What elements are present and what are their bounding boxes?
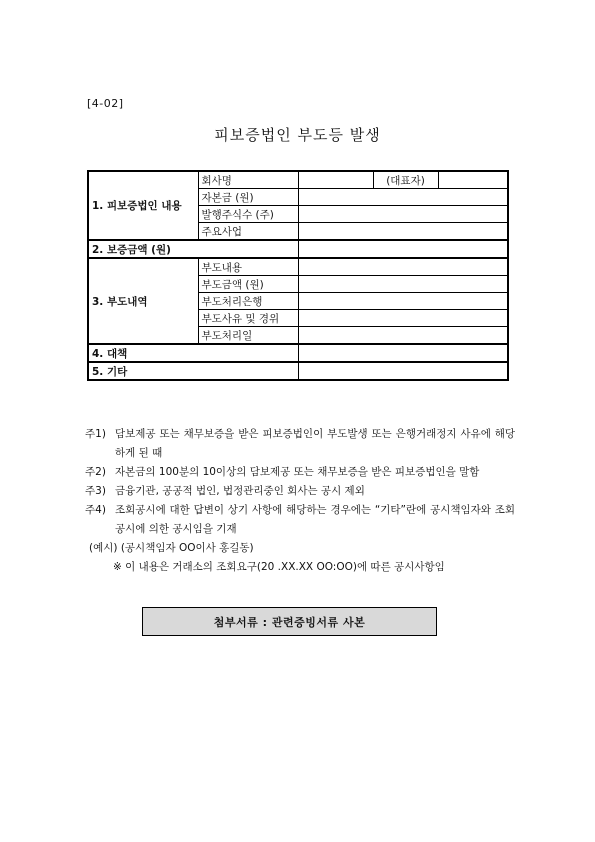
table-row [88, 344, 508, 362]
guarantee-amount-value [298, 240, 508, 258]
footnote-number: 주4) [85, 504, 106, 516]
page-title: 피보증법인 부도등 발생 [214, 126, 381, 144]
footnote-number: 주2) [85, 466, 106, 478]
footnote-4 [85, 501, 515, 539]
footnote-text: 담보제공 또는 채무보증을 받은 피보증법인이 부도발생 또는 은행거래정지 사유에 해당하게 된 때 [115, 428, 515, 459]
footnote-3 [85, 482, 515, 501]
footnote-number: 주1) [85, 428, 106, 440]
shares-issued-value [298, 206, 508, 223]
section-2-label: 2. 보증금액 (원) [88, 240, 298, 258]
disclosure-form-table [87, 170, 509, 381]
document-code: [4-02] [87, 97, 124, 110]
capital-value [298, 189, 508, 206]
footnote-text: 금융기관, 공공적 법인, 법정관리중인 회사는 공시 제외 [115, 485, 365, 497]
section-3-label: 3. 부도내역 [88, 258, 198, 344]
table-row [88, 258, 508, 276]
section-4-label: 4. 대책 [88, 344, 298, 362]
example-line: (예시) (공시책임자 OO이사 홍길동) [89, 542, 254, 554]
countermeasure-value [298, 344, 508, 362]
representative-label: (대표자) [373, 171, 438, 189]
section-5-label: 5. 기타 [88, 362, 298, 380]
other-value [298, 362, 508, 380]
field-label-capital: 자본금 (원) [198, 189, 298, 206]
reference-note: ※ 이 내용은 거래소의 조회요구(20 .XX.XX OO:OO)에 따른 공시사항임 [113, 561, 445, 573]
field-label-default-reason: 부도사유 및 경위 [198, 310, 298, 327]
attachment-box: 첨부서류 : 관련증빙서류 사본 [142, 607, 437, 636]
default-reason-value [298, 310, 508, 327]
footnote-1 [85, 425, 515, 463]
default-bank-value [298, 293, 508, 310]
field-label-default-bank: 부도처리은행 [198, 293, 298, 310]
table-row [88, 240, 508, 258]
field-label-default-date: 부도처리일 [198, 327, 298, 345]
footnote-text: 자본금의 100분의 10이상의 담보제공 또는 채무보증을 받은 피보증법인을 말함 [115, 466, 480, 478]
default-date-value [298, 327, 508, 345]
field-label-company-name: 회사명 [198, 171, 298, 189]
field-label-default-content: 부도내용 [198, 258, 298, 276]
footnotes [85, 425, 515, 577]
company-name-value [298, 171, 373, 189]
footnote-number: 주3) [85, 485, 106, 497]
field-label-main-business: 주요사업 [198, 223, 298, 241]
table-row [88, 171, 508, 189]
main-business-value [298, 223, 508, 241]
default-amount-value [298, 276, 508, 293]
default-content-value [298, 258, 508, 276]
footnote-text: 조회공시에 대한 답변이 상기 사항에 해당하는 경우에는 “기타”란에 공시책임자와 조회공시에 의한 공시임을 기재 [115, 504, 515, 535]
field-label-default-amount: 부도금액 (원) [198, 276, 298, 293]
footnote-2 [85, 463, 515, 482]
representative-value [438, 171, 508, 189]
table-row [88, 362, 508, 380]
field-label-shares-issued: 발행주식수 (주) [198, 206, 298, 223]
section-1-label: 1. 피보증법인 내용 [88, 171, 198, 240]
